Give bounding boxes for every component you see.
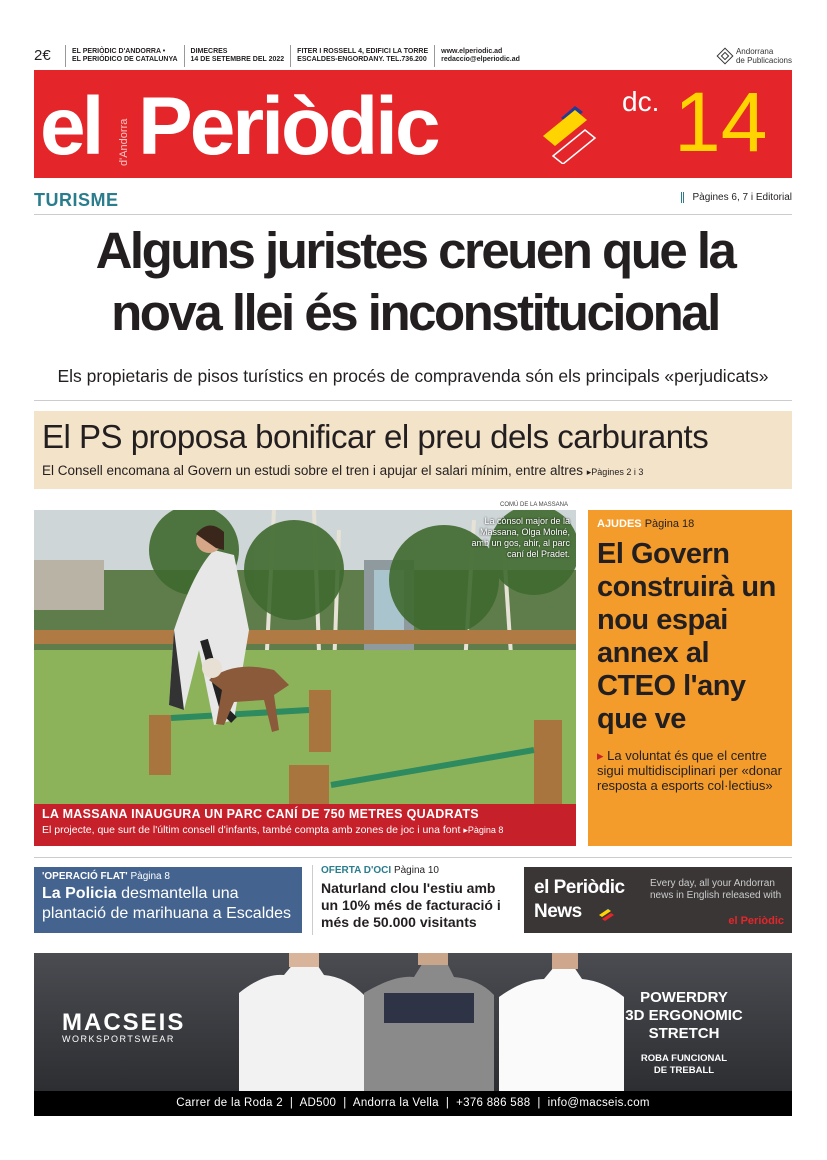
photo-band-sub (42, 824, 568, 836)
police-kicker (42, 871, 294, 882)
govern-headline: El Govern construirà un nou espai annex al CTEO l'any que ve (597, 538, 776, 735)
publisher-line-2: de Publicacions (735, 56, 792, 65)
full-date: 14 DE SETEMBRE DEL 2022 (190, 56, 285, 63)
naturland-kicker (321, 865, 508, 876)
day-abbr: dc. (622, 86, 660, 117)
website-link[interactable]: www.elperiodic.ad (441, 48, 503, 55)
naturland-headline: Naturland clou l'estiu amb un 10% més de facturació i més de 50.000 visitants (321, 880, 501, 930)
ad-headline-3: STRETCH (648, 1025, 720, 1042)
divider (34, 857, 792, 858)
newspaper-name-1: EL PERIÒDIC D'ANDORRA • (72, 48, 166, 55)
web-contact (435, 45, 526, 67)
periodic-news-promo[interactable] (524, 867, 792, 933)
govern-text-body: La voluntat és que el centre sigui multidisciplinari per «donar resposta a esports col·lectius» (597, 748, 782, 793)
ad-subline (594, 1053, 774, 1077)
photo-band[interactable] (34, 804, 576, 846)
lead-subhead: Els propietaris de pisos turístics en procés de compravenda són els principals «perjudicats» (57, 366, 769, 386)
police-kicker-label: 'OPERACIÓ FLAT' (42, 871, 128, 882)
top-info-bar (34, 44, 792, 68)
macseis-logo: MACSEIS (62, 1009, 186, 1036)
news-logo-1: el Periòdic (534, 877, 625, 898)
publisher-logo-icon (716, 48, 733, 65)
divider (34, 400, 792, 401)
ps-story[interactable] (34, 411, 792, 489)
photo-credit: COMÚ DE LA MASSANA (500, 502, 569, 508)
govern-story[interactable] (588, 510, 792, 846)
police-brief[interactable] (34, 867, 302, 933)
ps-subtitle-text: El Consell encomana al Govern un estudi sobre el tren i apujar el salari mínim, entre altres (42, 463, 584, 478)
weekday: DIMECRES (190, 48, 228, 55)
ps-subtitle (42, 463, 784, 478)
ad-sub-2: DE TREBALL (653, 1065, 715, 1076)
newspaper-names (66, 45, 185, 67)
issue-date (185, 45, 292, 67)
pages-ref: Pàgines 6, 7 i Editorial (681, 192, 792, 203)
police-headline (42, 884, 294, 924)
bullet-icon: ▸ (597, 748, 604, 763)
headline-line-2: nova llei és inconstitucional (111, 284, 719, 341)
publisher (719, 47, 792, 65)
police-headline-bold: La Policia (42, 885, 117, 902)
police-headline-rest: desmantella una plantació de marihuana a Escaldes (42, 885, 292, 922)
address (291, 45, 435, 67)
photo-band-ref: ▸Pàgina 8 (463, 825, 504, 835)
govern-kicker (597, 518, 783, 530)
kicker-label: AJUDES (597, 518, 642, 530)
mini-flag-icon (598, 907, 616, 921)
photo-caption: La cònsol major de la Massana, Olga Molné, amb un gos, ahir, al parc caní del Pradet. (471, 516, 570, 559)
macseis-logo-sub: WORKSPORTSWEAR (62, 1034, 175, 1044)
logo-main: Periòdic (138, 81, 438, 172)
ps-headline: El PS proposa bonificar el preu dels carburants (42, 418, 709, 455)
publisher-line-1: Andorrana (735, 47, 774, 56)
govern-text (597, 748, 783, 793)
macseis-ad[interactable] (34, 953, 792, 1091)
ps-pages-ref: ▸Pàgines 2 i 3 (586, 467, 644, 477)
ad-headline-1: POWERDRY (640, 989, 728, 1006)
newspaper-name-2: EL PERIÓDICO DE CATALUNYA (72, 56, 178, 63)
photo-band-title: LA MASSANA INAUGURA UN PARC CANÍ DE 750 METRES QUADRATS (42, 807, 479, 821)
address-line-2: ESCALDES-ENGORDANY. TEL.736.200 (297, 56, 427, 63)
address-line-1: FITER I ROSSELL 4, EDIFICI LA TORRE (297, 48, 429, 55)
ad-headline-2: 3D ERGONOMIC (625, 1007, 743, 1024)
headline-line-1: Alguns juristes creuen que la (95, 222, 735, 279)
naturland-kicker-label: OFERTA D'OCI (321, 865, 392, 876)
news-logo-2: News (534, 901, 582, 922)
naturland-brief[interactable] (312, 865, 516, 935)
ad-headline (594, 989, 774, 1043)
section-label: TURISME (34, 190, 119, 210)
logo-sub: d'Andorra (118, 118, 130, 166)
naturland-kicker-page: Pàgina 10 (393, 865, 439, 876)
andorra-flag-icon (539, 100, 599, 164)
ad-footer: Carrer de la Roda 2 | AD500 | Andorra la Vella | +376 886 588 | info@macseis.com (34, 1091, 792, 1116)
day-number: 14 (674, 75, 768, 169)
ad-sub-1: ROBA FUNCIONAL (640, 1053, 728, 1064)
kicker-page: Pàgina 18 (644, 518, 695, 530)
logo-el: el (40, 81, 101, 172)
email-link[interactable]: redaccio@elperiodic.ad (441, 56, 520, 63)
lead-headline[interactable] (30, 220, 800, 344)
divider (34, 214, 792, 215)
news-tagline: Every day, all your Andorran news in English released with (650, 878, 782, 901)
price: 2€ (34, 45, 66, 67)
news-brand: el Periòdic (728, 915, 784, 927)
police-kicker-page: Pàgina 8 (130, 871, 170, 882)
photo-band-sub-text: El projecte, que surt de l'últim consell d'infants, també compta amb zones de joc i una font (42, 824, 461, 836)
masthead (34, 70, 792, 178)
dog-park-photo[interactable] (34, 510, 576, 804)
